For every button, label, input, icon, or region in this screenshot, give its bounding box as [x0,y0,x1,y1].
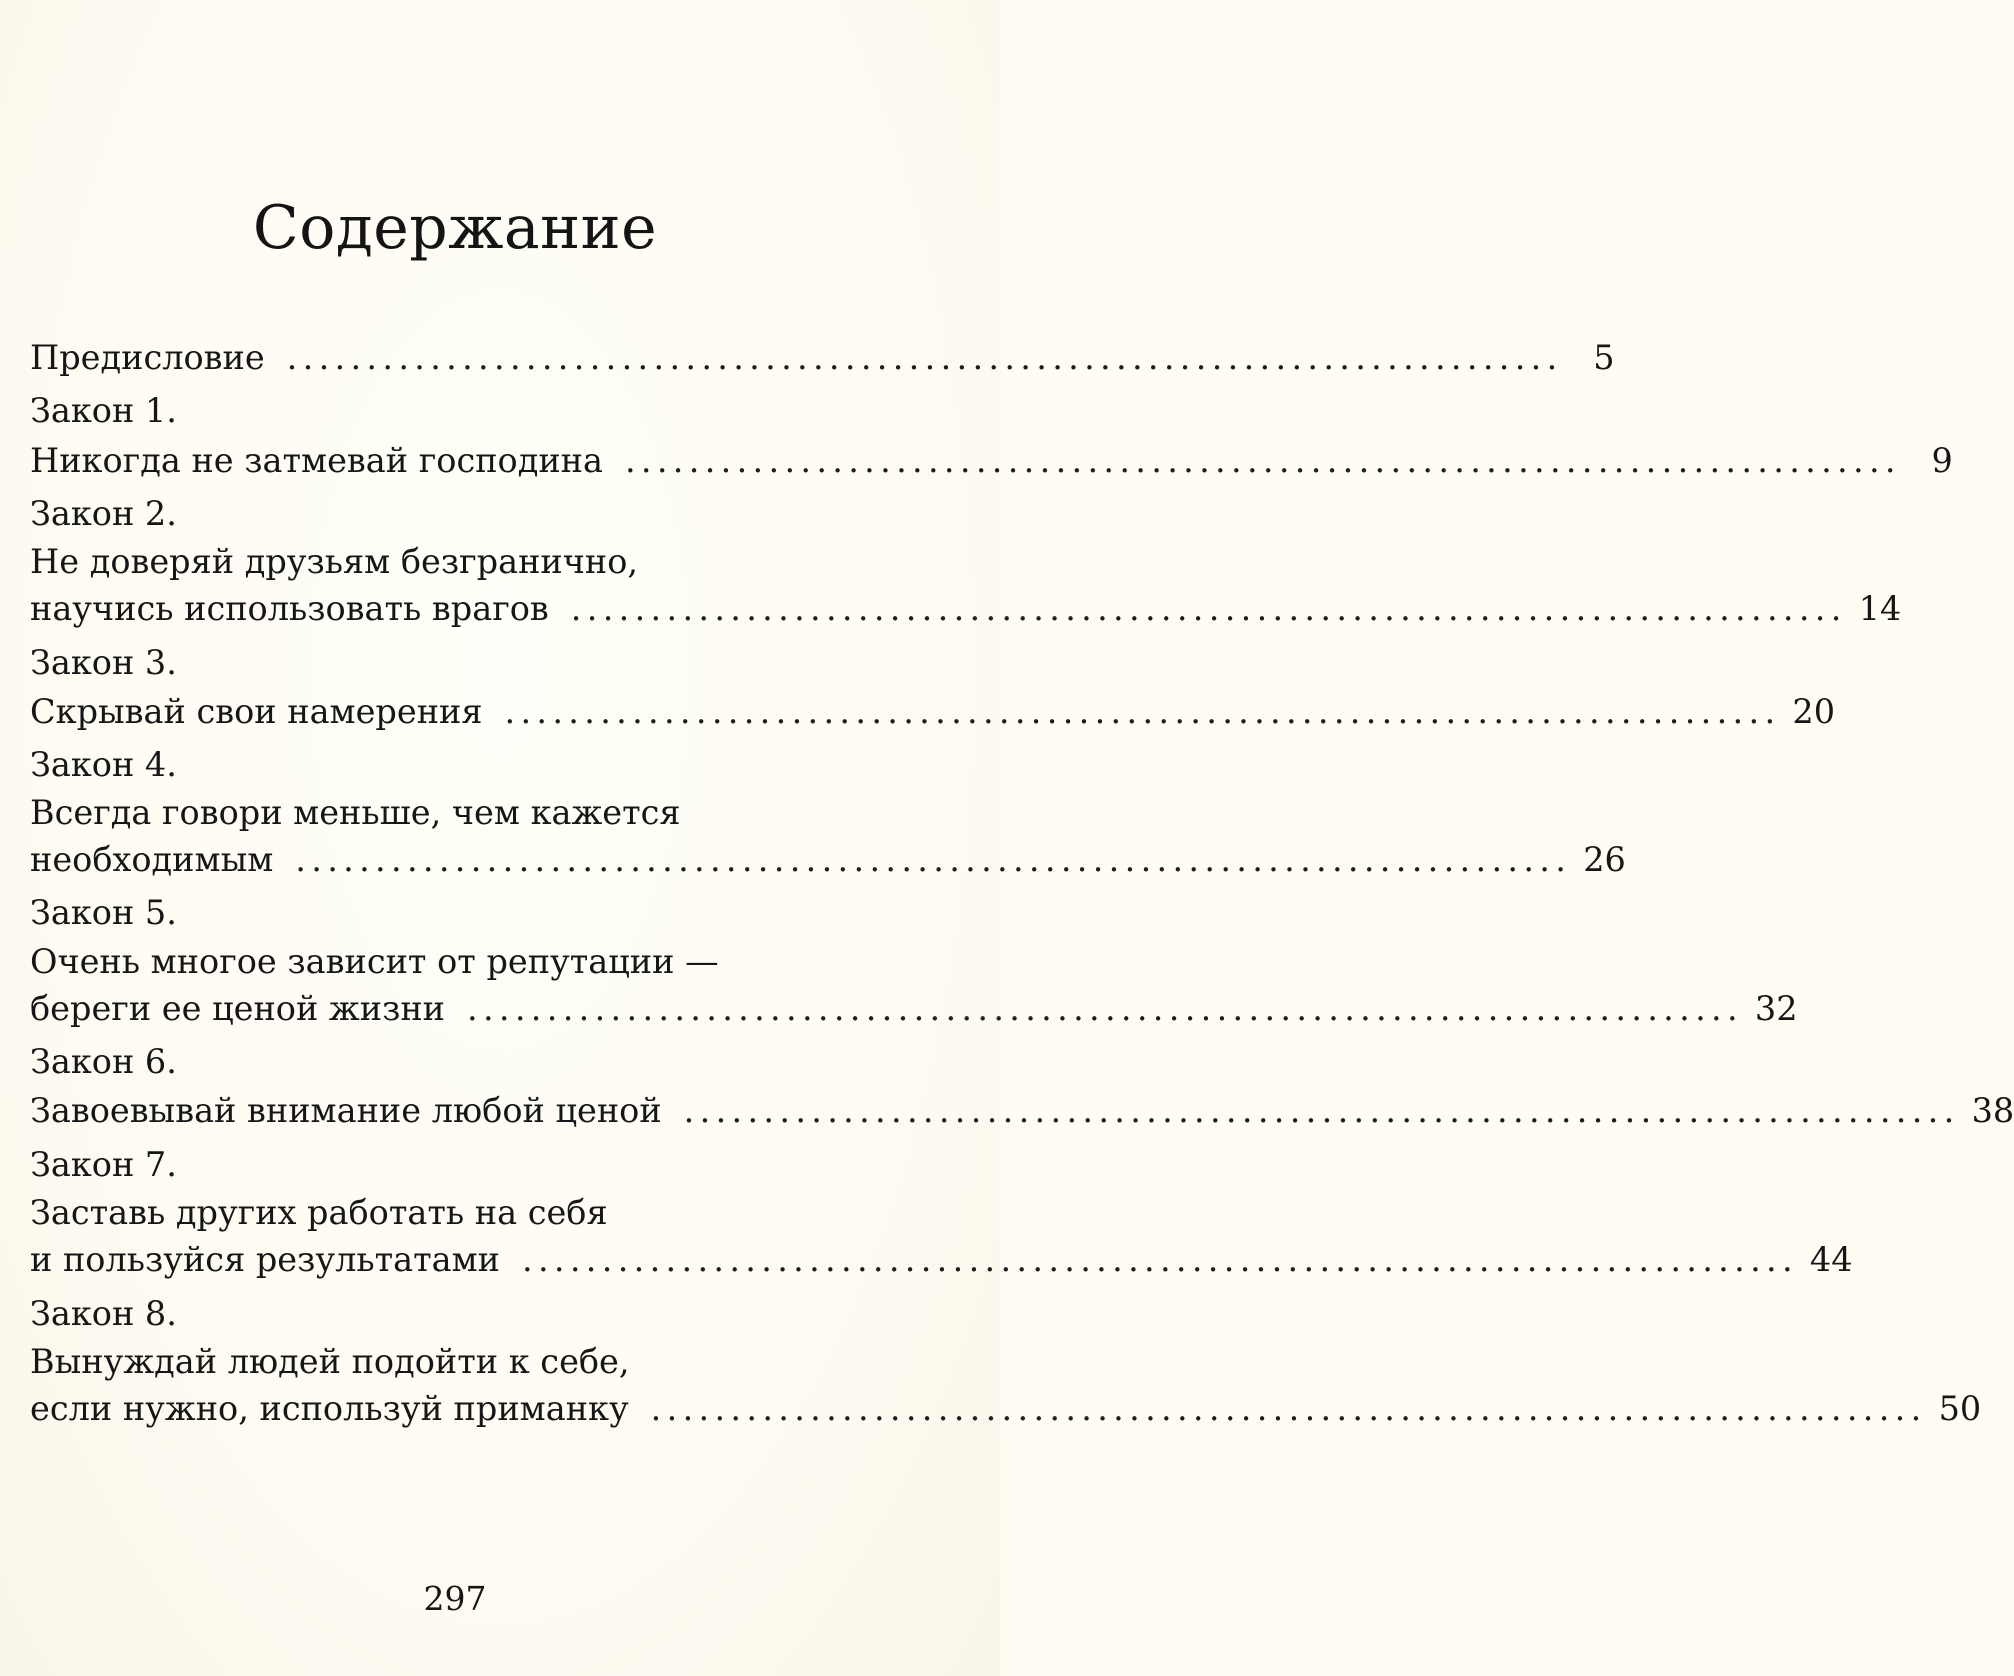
toc-entry-heading: Закон 5. [30,893,177,932]
dot-leader: ................................................................................ [683,1091,1960,1130]
toc-entry-law-4-line-1 [30,788,872,838]
toc-entry-heading: Закон 1. [30,391,177,430]
dot-leader: ................................................................................ [295,840,1572,879]
dot-leader: ................................................................................ [522,1240,1798,1279]
toc-entry-title: Всегда говори меньше, чем кажется [30,793,681,832]
toc-page-number: 14 [1858,589,1902,628]
toc-entry-law-1-heading [30,386,872,436]
toc-entry-title: Завоевывай внимание любой ценой [30,1091,662,1130]
toc-entry-law-2-line-1 [30,537,872,587]
dot-leader: ................................................................................ [504,692,1781,731]
toc-entry-law-2-heading [30,489,872,539]
toc-entry-law-5-line-1 [30,937,872,987]
toc-entry-heading: Закон 8. [30,1294,177,1333]
toc-entry-title: береги ее ценой жизни [30,989,446,1028]
dot-leader: ................................................................................ [624,441,1901,480]
toc-entry-heading: Закон 7. [30,1145,177,1184]
toc-entry-law-6 [30,1086,2014,1136]
toc-entry-law-1 [30,436,1953,486]
toc-entry-law-3 [30,687,1836,737]
toc-entry-title: необходимым [30,840,274,879]
toc-page-number: 9 [1931,441,1953,480]
toc-entry-law-2 [30,584,1902,634]
dot-leader: ................................................................................ [286,338,1563,377]
toc-entry-title: Очень многое зависит от репутации — [30,942,719,981]
toc-entry-heading: Закон 4. [30,745,177,784]
toc-entry-preface [30,333,1615,383]
toc-entry-title: Никогда не затмевай господина [30,441,603,480]
toc-entry-law-8 [30,1384,1982,1434]
toc-page-number: 44 [1809,1240,1853,1279]
toc-page-number: 38 [1971,1091,2014,1130]
toc-entry-law-5-heading [30,888,872,938]
toc-entry-title: Скрывай свои намерения [30,692,483,731]
toc-entry-title: Вынуждай людей подойти к себе, [30,1342,630,1381]
toc-entry-title: Не доверяй друзьям безгранично, [30,542,639,581]
toc-entry-law-8-line-1 [30,1337,872,1387]
toc-page-number: 50 [1938,1389,1982,1428]
toc-entry-law-4-heading [30,740,872,790]
dot-leader: ................................................................................ [467,989,1743,1028]
toc-page-number: 26 [1583,840,1626,879]
toc-entry-title: Заставь других работать на себя [30,1193,608,1232]
page-title: Содержание [252,193,658,263]
toc-entry-law-3-heading [30,638,872,688]
toc-entry-law-7-line-1 [30,1188,872,1238]
page-number: 297 [423,1579,487,1618]
toc-entry-title: Предисловие [30,338,265,377]
toc-page-number: 32 [1754,989,1798,1028]
toc-entry-law-8-heading [30,1289,872,1339]
toc-entry-title: и пользуйся результатами [30,1240,501,1279]
toc-entry-heading: Закон 3. [30,643,177,682]
toc-entry-law-7-heading [30,1140,872,1190]
toc-entry-title: если нужно, используй приманку [30,1389,629,1428]
toc-entry-law-5 [30,984,1798,1034]
dot-leader: ................................................................................ [650,1389,1927,1428]
toc-entry-law-7 [30,1235,1853,1285]
toc-entry-heading: Закон 2. [30,494,177,533]
toc-page-number: 20 [1792,692,1836,731]
toc-page-number: 5 [1593,338,1615,377]
dot-leader: ................................................................................ [570,589,1847,628]
toc-entry-heading: Закон 6. [30,1042,177,1081]
toc-entry-law-6-heading [30,1037,872,1087]
toc-entry-law-4 [30,835,1626,885]
toc-entry-title: научись использовать врагов [30,589,549,628]
